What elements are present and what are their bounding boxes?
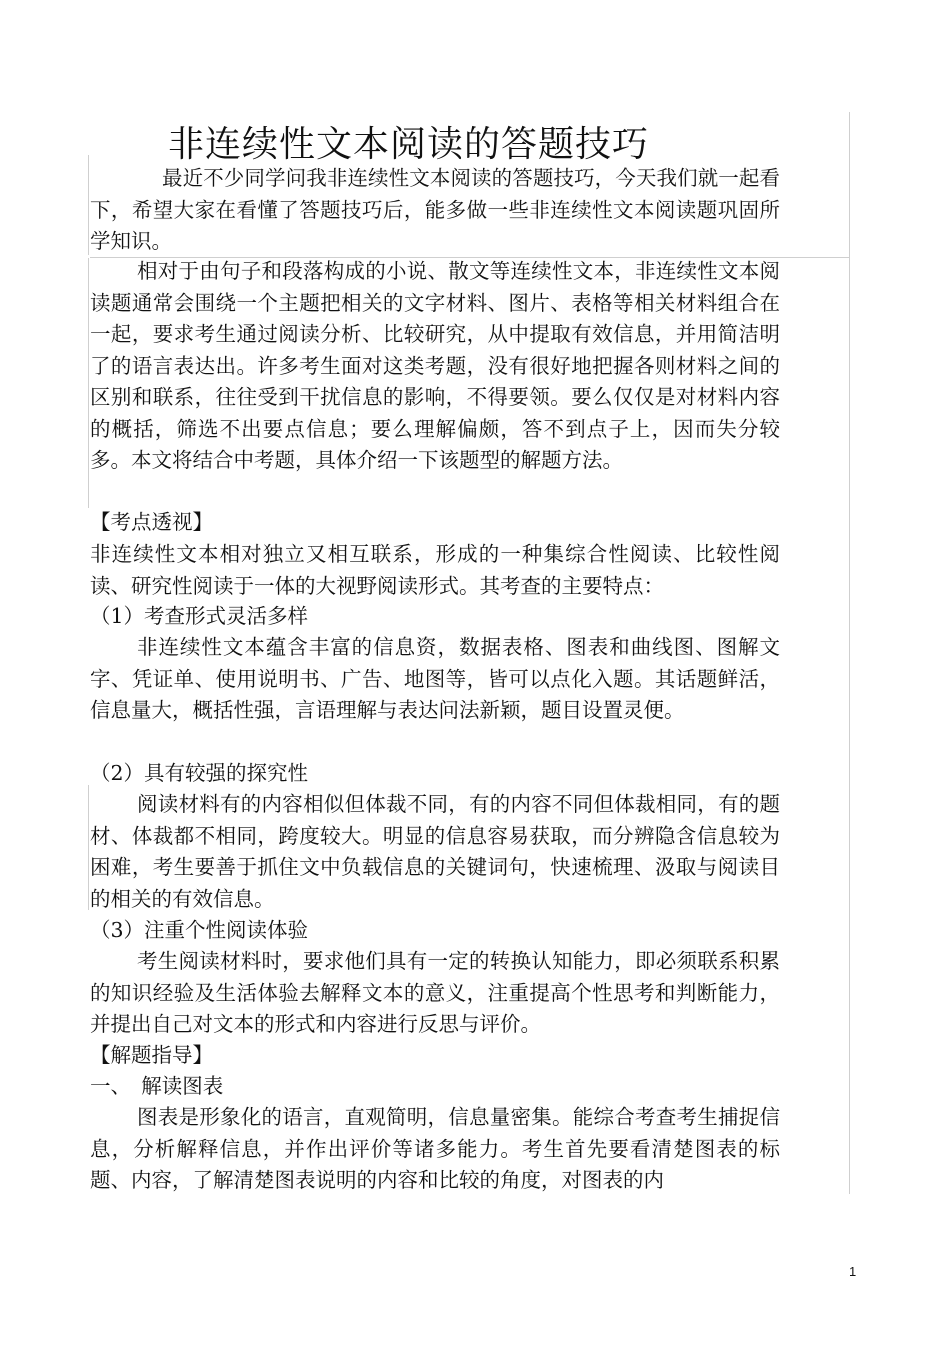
frame-line-left-3 <box>88 785 89 910</box>
section-heading-solving-guide: 【解题指导】 <box>90 1043 213 1067</box>
page-number: 1 <box>849 1264 857 1279</box>
frame-line-right <box>849 112 850 1194</box>
intro-paragraph: 最近不少同学问我非连续性文本阅读的答题技巧，今天我们就一起看下，希望大家在看懂了答题技巧后，能多做一些非连续性文本阅读题巩固所学知识。 <box>90 166 780 253</box>
point-2-text: 阅读材料有的内容相似但体裁不同，有的内容不同但体裁相同，有的题材、体裁都不相同，跨度较大。明显的信息容易获取，而分辨隐含信息较为困难，考生要善于抓住文中负载信息的关键词句，快速梳理、汲取与阅读目的相关的有效信息。 <box>90 792 780 911</box>
point-3-heading: （3）注重个性阅读体验 <box>90 918 309 942</box>
frame-line-left-2 <box>88 258 89 508</box>
paragraph-1: 相对于由句子和段落构成的小说、散文等连续性文本，非连续性文本阅读题通常会围绕一个主题把相关的文字材料、图片、表格等相关材料组合在一起，要求考生通过阅读分析、比较研究，从中提取有效信息，并用简洁明了的语言表达出。许多考生面对这类考题，没有很好地把握各则材料之间的区别和联系，往往受到干扰信息的影响，不得要领。要么仅仅是对材料内容的概括，筛选不出要点信息；要么理解偏颇，答不到点子上，因而失分较多。本文将结合中考题，具体介绍一下该题型的解题方法。 <box>90 259 780 472</box>
subsection-1-text: 图表是形象化的语言，直观简明，信息量密集。能综合考查考生捕捉信息，分析解释信息，并作出评价等诸多能力。考生首先要看清楚图表的标题、内容，了解清楚图表说明的内容和比较的角度，对图表的内 <box>90 1105 780 1192</box>
document-title: 非连续性文本阅读的答题技巧 <box>168 124 650 165</box>
section-heading-exam-points: 【考点透视】 <box>90 510 213 534</box>
point-1-heading: （1）考查形式灵活多样 <box>90 604 309 628</box>
point-1-text: 非连续性文本蕴含丰富的信息资，数据表格、图表和曲线图、图解文字、凭证单、使用说明书、广告、地图等，皆可以点化入题。其话题鲜活，信息量大，概括性强，言语理解与表达问法新颖，题目设置灵便。 <box>90 635 780 722</box>
section-1-text: 非连续性文本相对独立又相互联系，形成的一种集综合性阅读、比较性阅读、研究性阅读于一体的大视野阅读形式。其考查的主要特点： <box>90 542 780 598</box>
frame-line-left <box>88 155 89 255</box>
subsection-1-heading: 一、 解读图表 <box>90 1074 224 1098</box>
point-3-text: 考生阅读材料时，要求他们具有一定的转换认知能力，即必须联系积累的知识经验及生活体验去解释文本的意义，注重提高个性思考和判断能力，并提出自己对文本的形式和内容进行反思与评价。 <box>90 949 780 1036</box>
point-2-heading: （2）具有较强的探究性 <box>90 761 309 785</box>
